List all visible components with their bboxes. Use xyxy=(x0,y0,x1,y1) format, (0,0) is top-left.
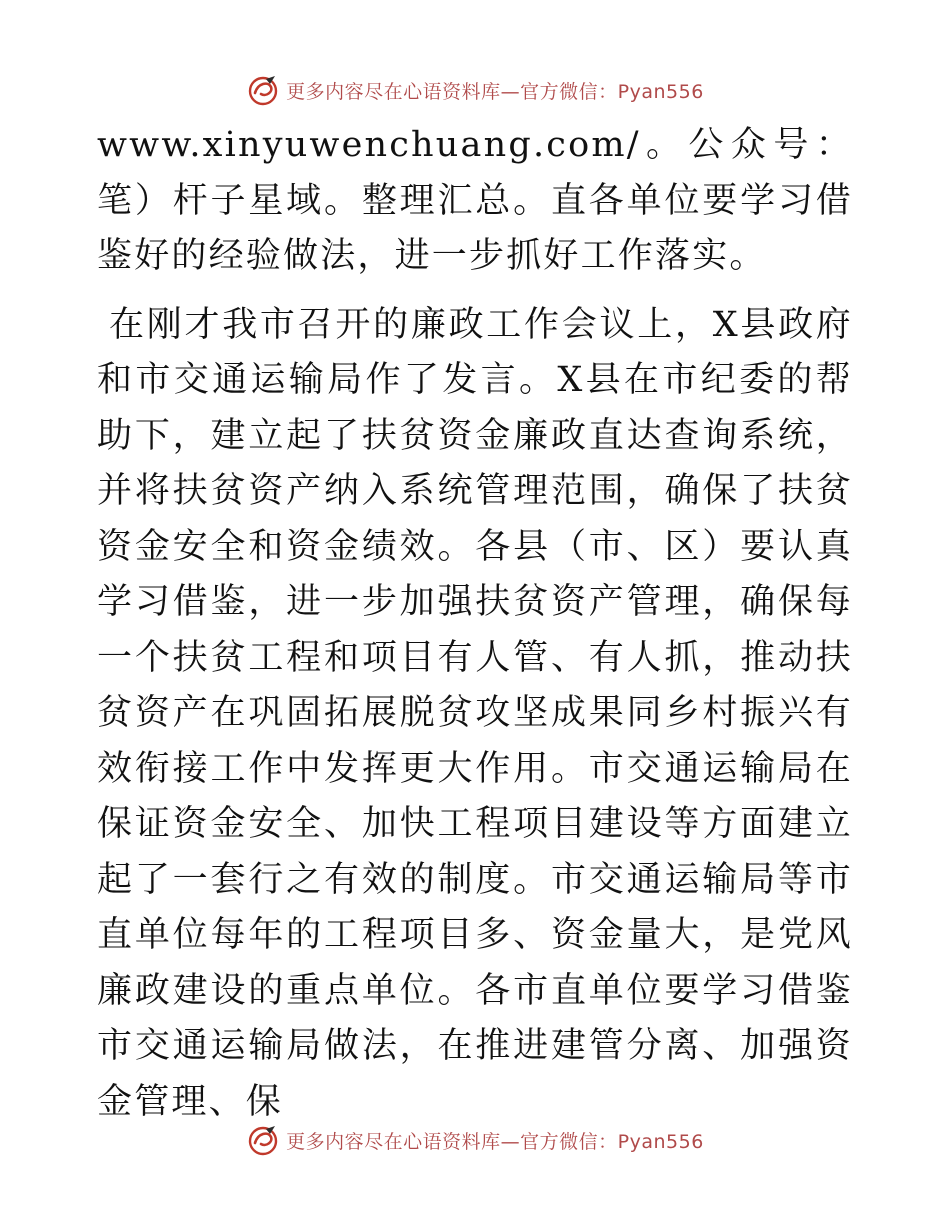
brush-swirl-logo-icon xyxy=(246,73,280,107)
header-watermark-banner xyxy=(0,68,950,112)
footer-watermark-text: 更多内容尽在心语资料库—官方微信：Pyan556 xyxy=(286,1130,704,1153)
footer-watermark-banner xyxy=(0,1118,950,1162)
header-watermark-text: 更多内容尽在心语资料库—官方微信：Pyan556 xyxy=(286,80,704,103)
document-body xyxy=(97,118,853,1130)
brush-swirl-logo-icon xyxy=(246,1123,280,1157)
paragraph-2: 在刚才我市召开的廉政工作会议上，X县政府和市交通运输局作了发言。X县在市纪委的帮助下，建立起了扶贫资金廉政直达查询系统，并将扶贫资产纳入系统管理范围，确保了扶贫资金安全和资金绩效。各县（市、区）要认真学习借鉴，进一步加强扶贫资产管理，确保每一个扶贫工程和项目有人管、有人抓，推动扶贫资产在巩固拓展脱贫攻坚成果同乡村振兴有效衔接工作中发挥更大作用。市交通运输局在保证资金安全、加快工程项目建设等方面建立起了一套行之有效的制度。市交通运输局等市直单位每年的工程项目多、资金量大，是党风廉政建设的重点单位。各市直单位要学习借鉴市交通运输局做法，在推进建管分离、加强资金管理、保 xyxy=(97,304,853,1122)
paragraph-1: www.xinyuwenchuang.com/。公众号：笔）杆子星域。整理汇总。直各单位要学习借鉴好的经验做法，进一步抓好工作落实。 xyxy=(97,125,853,276)
